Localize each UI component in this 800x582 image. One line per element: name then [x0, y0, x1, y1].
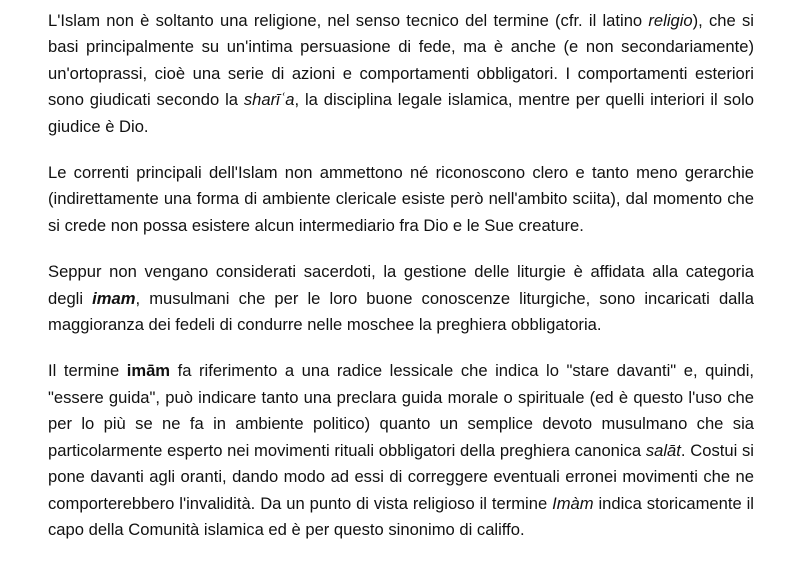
- document-body: [48, 8, 754, 543]
- text-segment: ), che si basi principalmente su un'intima persuasione di fede, ma è anche (e non secondariamente) un'ortoprassi, cioè una serie di azioni e comportamenti obbligatori. I comportamenti esteriori sono giudicati secondo la: [48, 11, 754, 110]
- text-segment: , la disciplina legale islamica, mentre per quelli interiori il solo giudice è Dio.: [48, 90, 754, 136]
- text-segment: . Costui si pone davanti agli oranti, dando modo ad essi di correggere eventuali erronei movimenti che ne comporterebbero l'invalidità. Da un punto di vista religioso il termine: [48, 440, 754, 513]
- text-segment: fa riferimento a una radice lessicale che indica lo "stare davanti" e, quindi, "essere guida", può indicare tanto una preclara guida morale o spirituale (ed è questo l'uso che per lo più se ne fa in ambiente politico) quanto un semplice devoto musulmano che sia particolarmente esperto nei movimenti rituali obbligatori della preghiera canonica: [48, 361, 755, 460]
- text-segment: Seppur non vengano considerati sacerdoti, la gestione delle liturgie è affidata alla categoria degli: [48, 262, 754, 308]
- paragraph-clergy: [48, 160, 754, 239]
- text-segment: , musulmani che per le loro buone conoscenze liturgiche, sono incaricati dalla maggioranza dei fedeli di condurre nelle moschee la preghiera obbligatoria.: [48, 288, 755, 335]
- term-imam-bold: imām: [126, 361, 171, 381]
- term-salat: salāt: [645, 440, 681, 460]
- paragraph-islam-definition: [48, 8, 754, 140]
- text-segment: Il termine: [48, 361, 127, 381]
- text-segment: L'Islam non è soltanto una religione, nel senso tecnico del termine (cfr. il latino: [48, 11, 649, 30]
- paragraph-imam-term: [48, 358, 754, 543]
- text-segment: indica storicamente il capo della Comunità islamica ed è per questo sinonimo di califfo.: [48, 493, 754, 539]
- paragraph-liturgy: [48, 259, 754, 338]
- term-religio: religio: [648, 11, 693, 30]
- term-imam-italic: Imàm: [552, 493, 594, 513]
- term-sharia: sharīʿa: [243, 90, 295, 110]
- text-segment: Le correnti principali dell'Islam non ammettono né riconoscono clero e tanto meno gerarchie (indirettamente una forma di ambiente clericale esiste però nell'ambito sciita), dal momento che si crede non possa esistere alcun intermediario fra Dio e le Sue creature.: [48, 163, 754, 235]
- term-imam: imam: [92, 288, 136, 308]
